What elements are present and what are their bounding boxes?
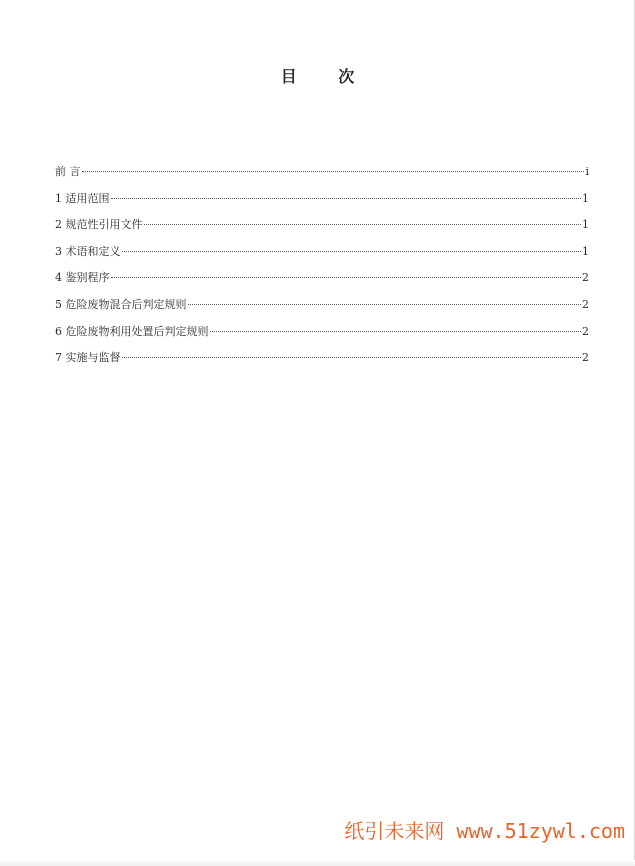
toc-entry-preface[interactable] [55, 163, 589, 190]
page-title: 目 次 [280, 67, 373, 86]
toc-dot-leader [82, 171, 585, 172]
toc-dot-leader [111, 198, 582, 199]
toc-dot-leader [122, 251, 582, 252]
toc-dot-leader [210, 331, 582, 332]
toc-entry-3[interactable] [55, 243, 589, 270]
toc-entry-1[interactable] [55, 190, 589, 217]
toc-entry-page: 2 [582, 351, 589, 365]
toc-entry-label: 3 术语和定义 [55, 244, 121, 258]
toc-entry-page: 2 [582, 297, 589, 311]
toc-dot-leader [111, 277, 582, 278]
toc-entry-label: 前 言 [55, 165, 81, 178]
toc-entry-label: 1 适用范围 [55, 191, 110, 205]
toc-entry-4[interactable] [55, 269, 589, 296]
toc-entry-page: 2 [582, 271, 589, 285]
toc-entry-page: 1 [582, 191, 589, 205]
page-bottom-shadow [0, 860, 635, 866]
toc-dot-leader [144, 224, 582, 225]
toc-entry-page: 1 [582, 218, 589, 232]
toc-entry-label: 6 危险废物利用处置后判定规则 [55, 324, 209, 338]
toc-entry-page: 1 [582, 244, 589, 258]
toc-entry-label: 7 实施与监督 [55, 351, 121, 365]
site-watermark: 纸引未来网 www.51zywl.com [344, 819, 625, 843]
table-of-contents [55, 163, 589, 376]
toc-dot-leader [188, 304, 582, 305]
toc-entry-label: 5 危险废物混合后判定规则 [55, 297, 187, 311]
toc-entry-6[interactable] [55, 323, 589, 350]
toc-entry-2[interactable] [55, 216, 589, 243]
toc-entry-page: 2 [582, 324, 589, 338]
toc-dot-leader [122, 357, 582, 358]
toc-entry-page: i [585, 165, 589, 178]
toc-entry-7[interactable] [55, 349, 589, 376]
toc-entry-5[interactable] [55, 296, 589, 323]
toc-entry-label: 2 规范性引用文件 [55, 218, 143, 232]
toc-entry-label: 4 鉴别程序 [55, 271, 110, 285]
